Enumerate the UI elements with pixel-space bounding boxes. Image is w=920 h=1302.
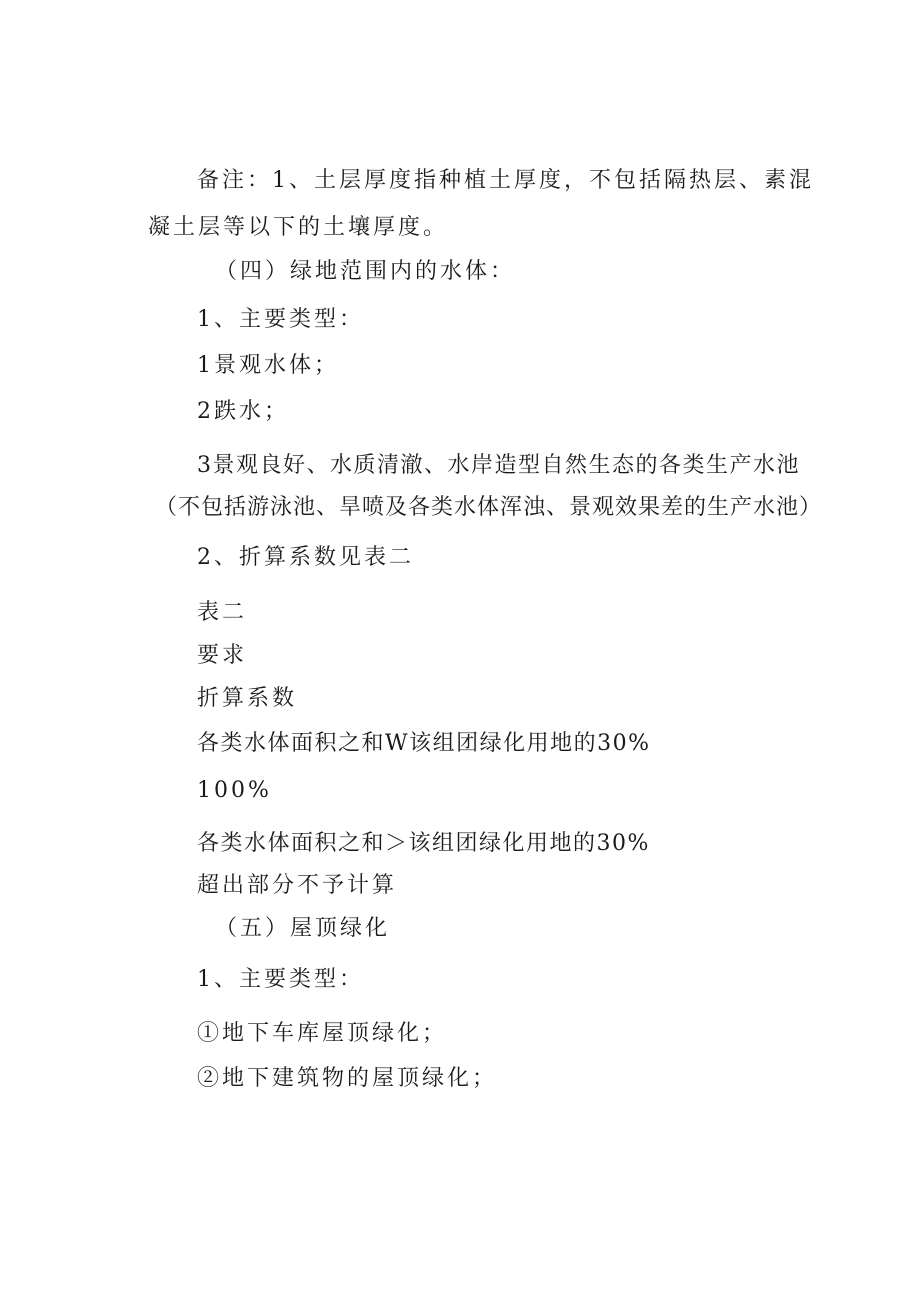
section-4-item-3-line-1: 3景观良好、水质清澈、水岸造型自然生态的各类生产水池 (197, 453, 800, 478)
section-4-conversion: 2、折算系数见表二 (197, 545, 414, 570)
section-5-heading: （五）屋顶绿化 (215, 916, 391, 941)
table-2-title: 表二 (197, 600, 248, 625)
note-line-2: 凝土层等以下的土壤厚度。 (148, 215, 449, 240)
table-2-row-1-coefficient: 100% (197, 778, 272, 803)
section-4-main-types: 1、主要类型： (197, 307, 364, 332)
section-4-item-1: 1景观水体； (197, 353, 339, 378)
section-4-item-2: 2跌水； (197, 399, 289, 424)
section-5-main-types: 1、主要类型： (197, 967, 364, 992)
table-2-row-2-requirement: 各类水体面积之和＞该组团绿化用地的30% (197, 831, 650, 856)
table-2-header-coefficient: 折算系数 (197, 686, 298, 711)
section-5-item-2: ②地下建筑物的屋顶绿化； (197, 1066, 498, 1091)
table-2-row-2-coefficient: 超出部分不予计算 (197, 873, 398, 898)
section-4-heading: （四）绿地范围内的水体： (215, 259, 516, 284)
section-4-item-3-line-2: （不包括游泳池、旱喷及各类水体浑浊、景观效果差的生产水池） (155, 495, 823, 520)
note-line-1: 备注：1、土层厚度指种植土厚度，不包括隔热层、素混 (197, 168, 814, 193)
section-5-item-1: ①地下车库屋顶绿化； (197, 1021, 448, 1046)
table-2-header-requirement: 要求 (197, 643, 248, 668)
table-2-row-1-requirement: 各类水体面积之和W该组团绿化用地的30% (197, 731, 651, 756)
